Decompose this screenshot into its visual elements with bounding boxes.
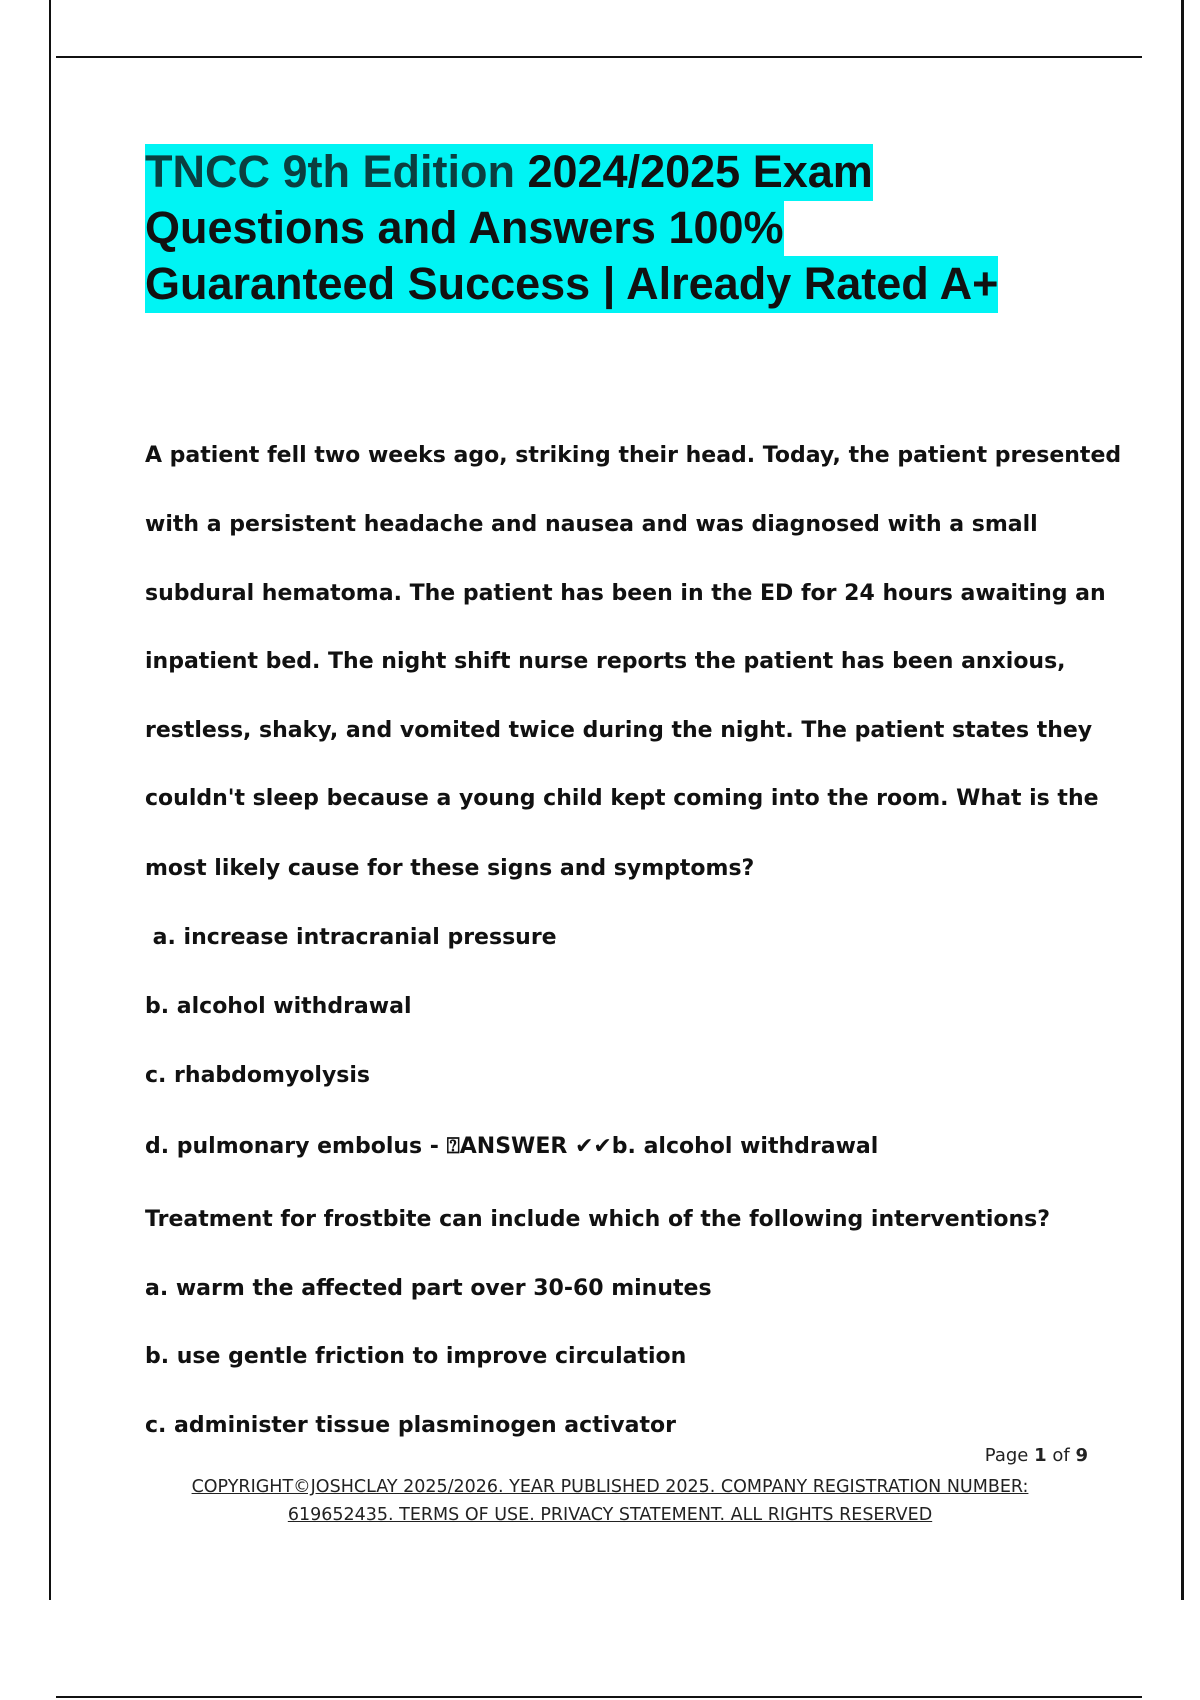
- page-label: Page: [984, 1445, 1029, 1466]
- question-1-line-6: couldn't sleep because a young child kept coming into the room. What is the: [145, 786, 1099, 811]
- question-1-line-5: restless, shaky, and vomited twice during the night. The patient states they: [145, 718, 1093, 743]
- question-2-option-a: a. warm the affected part over 30-60 minutes: [145, 1276, 712, 1301]
- question-2-stem: Treatment for frostbite can include which of the following interventions?: [145, 1207, 1051, 1232]
- document-title: [145, 144, 1105, 312]
- title-edition: TNCC 9th Edition: [145, 146, 515, 197]
- question-2-option-c: c. administer tissue plasminogen activator: [145, 1413, 676, 1438]
- page-border-left: [49, 0, 51, 1600]
- bottom-rule: [56, 1696, 1142, 1698]
- question-1-line-7: most likely cause for these signs and symptoms?: [145, 856, 755, 881]
- question-1-line-3: subdural hematoma. The patient has been in the ED for 24 hours awaiting an: [145, 581, 1106, 606]
- page-current: 1: [1034, 1445, 1047, 1466]
- page-number: [985, 1445, 1088, 1466]
- copyright-footer: [160, 1473, 1060, 1529]
- footer-line-2: 619652435. TERMS OF USE. PRIVACY STATEMENT. ALL RIGHTS RESERVED: [287, 1505, 933, 1525]
- question-1-option-c: c. rhabdomyolysis: [145, 1063, 371, 1088]
- page-of-label: of: [1052, 1445, 1070, 1466]
- page-border-right: [1181, 0, 1184, 1600]
- question-1-option-a: a. increase intracranial pressure: [145, 925, 557, 950]
- title-line-1: [145, 144, 873, 201]
- question-2-option-b: b. use gentle friction to improve circulation: [145, 1344, 687, 1369]
- title-line-3: Guaranteed Success | Already Rated A+: [145, 256, 998, 313]
- header-rule: [56, 56, 1142, 58]
- question-1-line-4: inpatient bed. The night shift nurse reports the patient has been anxious,: [145, 649, 1066, 674]
- page-total: 9: [1075, 1445, 1088, 1466]
- title-line-1-rest: 2024/2025 Exam: [514, 146, 873, 197]
- question-1-option-b: b. alcohol withdrawal: [145, 994, 412, 1019]
- question-1-option-d-answer: d. pulmonary embolus - ⍰ANSWER ✔✔b. alcohol withdrawal: [145, 1134, 879, 1159]
- footer-line-1: COPYRIGHT©JOSHCLAY 2025/2026. YEAR PUBLISHED 2025. COMPANY REGISTRATION NUMBER:: [191, 1477, 1029, 1497]
- title-line-2: Questions and Answers 100%: [145, 200, 784, 257]
- question-1-line-2: with a persistent headache and nausea and was diagnosed with a small: [145, 512, 1038, 537]
- question-1-line-1: A patient fell two weeks ago, striking their head. Today, the patient presented: [145, 443, 1122, 468]
